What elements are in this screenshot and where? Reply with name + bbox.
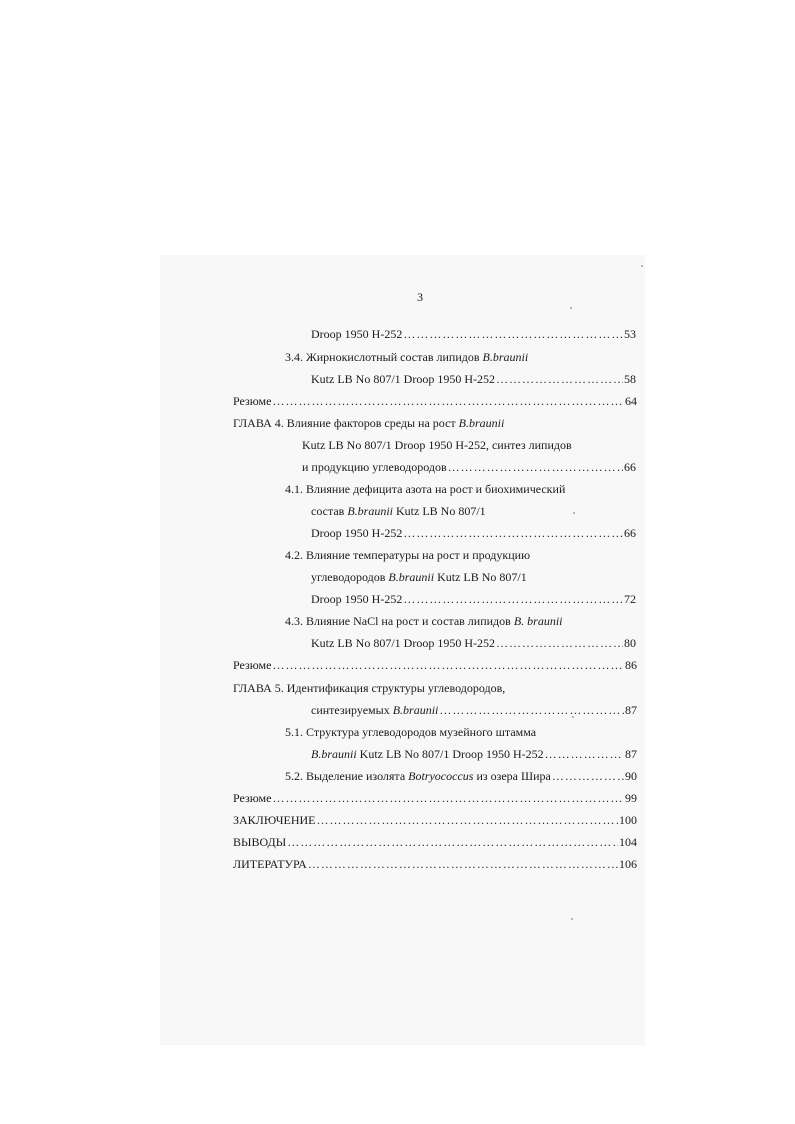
- leader-dots: [448, 460, 623, 474]
- leader-dots: [272, 658, 624, 672]
- leader-dots: [496, 636, 623, 650]
- toc-entry: и продукцию углеводородов …………………………………………………………………………………………………………………………………………………………………… 66: [302, 460, 636, 474]
- toc-page-number: 106: [619, 857, 637, 871]
- toc-entry: Резюме …………………………………………………………………………………………………………………………………………………………………… 99: [233, 791, 637, 805]
- toc-page-number: 64: [625, 394, 637, 408]
- toc-entry: 3.4. Жирнокислотный состав липидов B.braunii: [285, 350, 529, 364]
- toc-entry: ГЛАВА 5. Идентификация структуры углеводородов,: [233, 681, 506, 695]
- toc-page-number: 104: [619, 835, 637, 849]
- toc-entry: 4.2. Влияние температуры на рост и продукцию: [285, 548, 531, 562]
- leader-dots: [496, 372, 623, 386]
- toc-page-number: 87: [625, 747, 637, 761]
- scan-speck: [571, 918, 573, 920]
- toc-page-number: 72: [624, 592, 636, 606]
- leader-dots: [287, 835, 618, 849]
- leader-dots: [317, 813, 619, 827]
- toc-page-number: 66: [624, 526, 636, 540]
- toc-entry: Резюме …………………………………………………………………………………………………………………………………………………………………… 86: [233, 658, 637, 672]
- leader-dots: [439, 703, 624, 717]
- toc-entry: B.braunii Kutz LB No 807/1 Droop 1950 H-252 …………………………………………………………………………………………………………………………………………………………………… 87: [311, 747, 637, 761]
- toc-entry: Резюме …………………………………………………………………………………………………………………………………………………………………… 64: [233, 394, 637, 408]
- toc-page-number: 90: [625, 769, 637, 783]
- leader-dots: [403, 526, 623, 540]
- toc-entry: углеводородов B.braunii Kutz LB No 807/1: [311, 570, 527, 584]
- leader-dots: [403, 592, 623, 606]
- leader-dots: [545, 747, 624, 761]
- scan-speck: [573, 512, 575, 514]
- toc-page-number: 80: [624, 636, 636, 650]
- toc-entry: 5.2. Выделение изолята Botryococcus из озера Шира …………………………………………………………………………………………………………………………………………………………………… 90: [285, 769, 637, 783]
- toc-entry: 4.1. Влияние дефицита азота на рост и биохимический: [285, 482, 566, 496]
- toc-page-number: 66: [624, 460, 636, 474]
- toc-entry: ЗАКЛЮЧЕНИЕ …………………………………………………………………………………………………………………………………………………………………… 100: [233, 813, 637, 827]
- scan-speck: [641, 265, 643, 267]
- leader-dots: [552, 769, 624, 783]
- toc-page-number: 99: [625, 791, 637, 805]
- toc-entry: 5.1. Структура углеводородов музейного штамма: [285, 725, 537, 739]
- page-number: 3: [417, 290, 423, 304]
- toc-entry: Kutz LB No 807/1 Droop 1950 H-252 …………………………………………………………………………………………………………………………………………………………………… 58: [311, 372, 636, 386]
- toc-entry: Droop 1950 H-252 …………………………………………………………………………………………………………………………………………………………………… 53: [311, 327, 636, 341]
- toc-entry: Kutz LB No 807/1 Droop 1950 H-252 …………………………………………………………………………………………………………………………………………………………………… 80: [311, 636, 636, 650]
- toc-page-number: 58: [624, 372, 636, 386]
- leader-dots: [272, 394, 624, 408]
- toc-entry: 4.3. Влияние NaCl на рост и состав липидов B. braunii: [285, 614, 563, 628]
- leader-dots: [403, 327, 623, 341]
- leader-dots: [272, 791, 624, 805]
- leader-dots: [308, 857, 618, 871]
- toc-entry: Droop 1950 H-252 …………………………………………………………………………………………………………………………………………………………………… 66: [311, 526, 636, 540]
- toc-entry: Kutz LB No 807/1 Droop 1950 H-252, синтез липидов: [302, 438, 572, 452]
- toc-entry: Droop 1950 H-252 …………………………………………………………………………………………………………………………………………………………………… 72: [311, 592, 636, 606]
- scan-speck: [572, 716, 574, 718]
- toc-entry: ЛИТЕРАТУРА …………………………………………………………………………………………………………………………………………………………………… 106: [233, 857, 637, 871]
- toc-entry: ВЫВОДЫ …………………………………………………………………………………………………………………………………………………………………… 104: [233, 835, 637, 849]
- toc-page-number: 87: [625, 703, 637, 717]
- toc-page-number: 86: [625, 658, 637, 672]
- toc-page-number: 53: [624, 327, 636, 341]
- toc-entry: синтезируемых B.braunii …………………………………………………………………………………………………………………………………………………………………… 87: [311, 703, 637, 717]
- scan-speck: [570, 307, 572, 309]
- toc-entry: состав B.braunii Kutz LB No 807/1: [311, 504, 486, 518]
- toc-entry: ГЛАВА 4. Влияние факторов среды на рост B.braunii: [233, 416, 505, 430]
- toc-page-number: 100: [619, 813, 637, 827]
